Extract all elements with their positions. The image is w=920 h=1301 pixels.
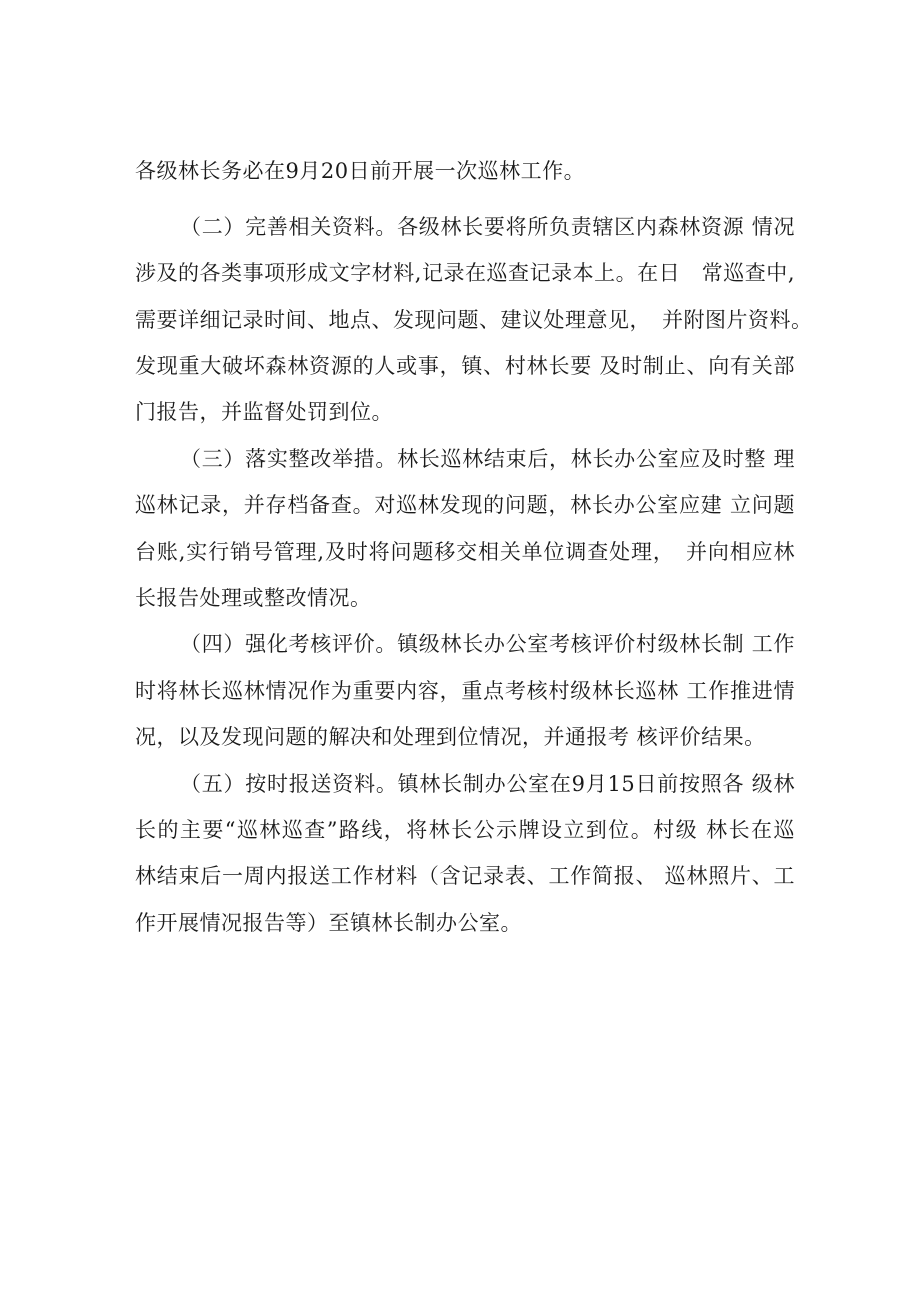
paragraph-5-line-2: 长的主要“巡林巡查”路线，将林长公示牌设立到位。村级 林长在巡	[135, 818, 795, 842]
paragraph-5-line-1: （五）按时报送资料。镇林长制办公室在9月15日前按照各 级林	[180, 772, 795, 796]
paragraph-3-line-4: 长报告处理或整改情况。	[135, 586, 372, 610]
paragraph-4-line-3: 况，以及发现问题的解决和处理到位情况，并通报考 核评价结果。	[135, 725, 766, 749]
paragraph-4-line-1: （四）强化考核评价。镇级林长办公室考核评价村级林长制 工作	[180, 632, 795, 656]
paragraph-1-line-1: 各级林长务必在9月20日前开展一次巡林工作。	[135, 159, 586, 183]
paragraph-2-line-1: （二）完善相关资料。各级林长要将所负责辖区内森林资源 情况	[180, 215, 795, 239]
paragraph-2-line-5: 门报告，并监督处罚到位。	[135, 400, 393, 424]
paragraph-5-line-3: 林结束后一周内报送工作材料（含记录表、工作简报、 巡林照片、工	[135, 864, 795, 888]
paragraph-3-line-3: 台账,实行销号管理,及时将问题移交相关单位调查处理， 并向相应林	[135, 540, 795, 564]
paragraph-2-line-4: 发现重大破坏森林资源的人或事，镇、村林长要 及时制止、向有关部	[135, 354, 795, 378]
paragraph-3-line-2: 巡林记录，并存档备查。对巡林发现的问题，林长办公室应建 立问题	[135, 493, 795, 517]
paragraph-2-line-3: 需要详细记录时间、地点、发现问题、建议处理意见， 并附图片资料。	[135, 308, 813, 332]
paragraph-4-line-2: 时将林长巡林情况作为重要内容，重点考核村级林长巡林 工作推进情	[135, 679, 795, 703]
paragraph-5-line-4: 作开展情况报告等）至镇林长制办公室。	[135, 911, 522, 935]
paragraph-3-line-1: （三）落实整改举措。林长巡林结束后，林长办公室应及时整 理	[180, 447, 795, 471]
paragraph-2-line-2: 涉及的各类事项形成文字材料,记录在巡查记录本上。在日 常巡查中,	[135, 261, 795, 285]
